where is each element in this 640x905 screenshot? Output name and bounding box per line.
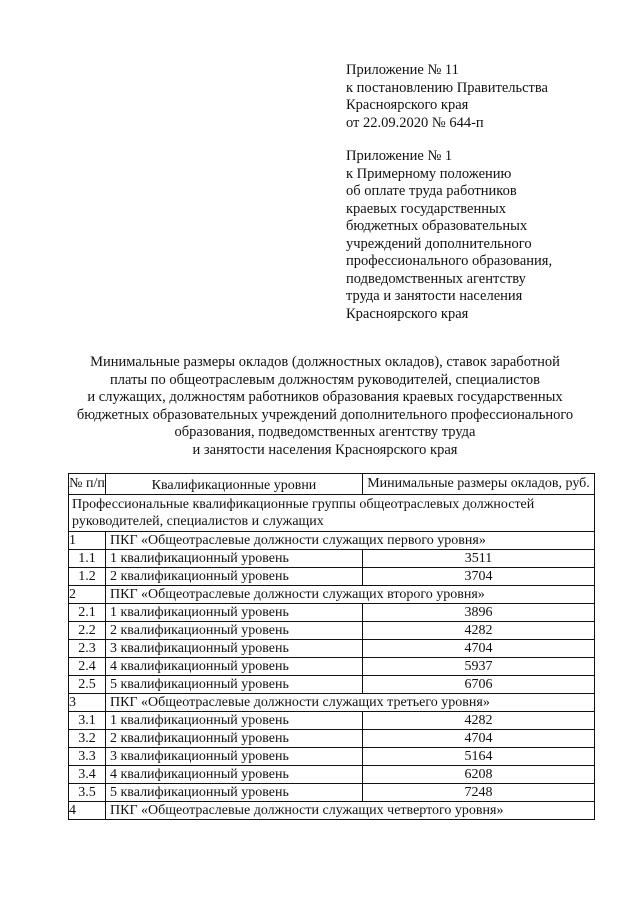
row-num: 2.2	[69, 622, 106, 640]
header-value: Минимальные размеры окладов, руб.	[363, 474, 595, 495]
row-num: 4	[69, 802, 106, 820]
table-row	[69, 676, 595, 694]
title-line: и занятости населения Красноярского края	[192, 441, 458, 458]
appendix-1-line: к Примерному положению	[346, 165, 512, 182]
row-level: 2 квалификационный уровень	[106, 730, 363, 748]
row-level: 5 квалификационный уровень	[106, 676, 363, 694]
section-title: Профессиональные квалификационные группы общеотраслевых должностей руководителей, специалистов и служащих	[69, 495, 595, 532]
group-row	[69, 694, 595, 712]
row-level: 4 квалификационный уровень	[106, 658, 363, 676]
row-value: 3511	[363, 550, 595, 568]
row-level: 4 квалификационный уровень	[106, 766, 363, 784]
group-row	[69, 586, 595, 604]
row-level: 1 квалификационный уровень	[106, 550, 363, 568]
row-num: 2.4	[69, 658, 106, 676]
row-value: 4704	[363, 730, 595, 748]
table-row	[69, 568, 595, 586]
row-num: 2	[69, 586, 106, 604]
row-value: 4282	[363, 712, 595, 730]
row-level: 1 квалификационный уровень	[106, 712, 363, 730]
appendix-1-block	[346, 148, 636, 323]
document-title	[40, 354, 610, 459]
row-level: 3 квалификационный уровень	[106, 748, 363, 766]
row-num: 3	[69, 694, 106, 712]
row-value: 7248	[363, 784, 595, 802]
appendix-11-line: Красноярского края	[346, 97, 469, 113]
row-value: 6706	[363, 676, 595, 694]
row-value: 5164	[363, 748, 595, 766]
row-num: 1.2	[69, 568, 106, 586]
row-value: 3704	[363, 568, 595, 586]
salary-table	[68, 473, 595, 820]
row-value: 4704	[363, 640, 595, 658]
appendix-1-line: труда и занятости населения	[346, 288, 523, 304]
group-title: ПКГ «Общеотраслевые должности служащих второго уровня»	[106, 586, 595, 604]
row-num: 2.3	[69, 640, 106, 658]
title-line: образования, подведомственных агентству труда	[174, 424, 476, 440]
table-row	[69, 640, 595, 658]
table-row	[69, 784, 595, 802]
row-level: 2 квалификационный уровень	[106, 622, 363, 640]
page-bottom-margin	[0, 833, 640, 905]
row-level: 3 квалификационный уровень	[106, 640, 363, 658]
appendix-11-block	[346, 62, 636, 132]
title-line: и служащих, должностям работников образования краевых государственных	[87, 389, 563, 405]
row-num: 2.1	[69, 604, 106, 622]
row-num: 3.1	[69, 712, 106, 730]
table-row	[69, 658, 595, 676]
row-num: 3.3	[69, 748, 106, 766]
title-line: бюджетных образовательных учреждений дополнительного профессионального	[76, 406, 574, 423]
row-level: 2 квалификационный уровень	[106, 568, 363, 586]
title-line: платы по общеотраслевым должностям руководителей, специалистов	[110, 371, 540, 388]
appendix-1-line: об оплате труда работников	[346, 183, 517, 199]
group-row	[69, 802, 595, 820]
appendix-1-line: профессионального образования,	[346, 253, 553, 269]
table-row	[69, 550, 595, 568]
title-line: Минимальные размеры окладов (должностных окладов), ставок заработной	[90, 354, 560, 370]
table-row	[69, 622, 595, 640]
row-num: 1.1	[69, 550, 106, 568]
section-row	[69, 495, 595, 532]
table-row	[69, 712, 595, 730]
header-num: № п/п	[69, 474, 106, 495]
table-row	[69, 604, 595, 622]
table-row	[69, 730, 595, 748]
appendix-11-line: от 22.09.2020 № 644-п	[346, 114, 484, 131]
row-level: 5 квалификационный уровень	[106, 784, 363, 802]
row-value: 6208	[363, 766, 595, 784]
table-row	[69, 748, 595, 766]
row-num: 3.5	[69, 784, 106, 802]
group-title: ПКГ «Общеотраслевые должности служащих третьего уровня»	[106, 694, 595, 712]
appendix-1-line: бюджетных образовательных	[346, 218, 528, 234]
row-num: 3.2	[69, 730, 106, 748]
table-header-row	[69, 474, 595, 495]
appendix-1-line: Красноярского края	[346, 305, 469, 322]
table-row	[69, 766, 595, 784]
appendix-1-line: учреждений дополнительного	[346, 235, 532, 252]
header-level: Квалификационные уровни	[106, 474, 363, 495]
row-num: 2.5	[69, 676, 106, 694]
row-value: 5937	[363, 658, 595, 676]
appendix-11-line: к постановлению Правительства	[346, 79, 548, 96]
row-value: 3896	[363, 604, 595, 622]
appendix-1-line: краевых государственных	[346, 200, 506, 217]
group-row	[69, 532, 595, 550]
appendix-1-line: Приложение № 1	[346, 148, 453, 164]
row-num: 3.4	[69, 766, 106, 784]
group-title: ПКГ «Общеотраслевые должности служащих четвертого уровня»	[106, 802, 595, 820]
appendix-1-line: подведомственных агентству	[346, 270, 526, 287]
row-level: 1 квалификационный уровень	[106, 604, 363, 622]
row-value: 4282	[363, 622, 595, 640]
group-title: ПКГ «Общеотраслевые должности служащих первого уровня»	[106, 532, 595, 550]
appendix-11-line: Приложение № 11	[346, 62, 459, 78]
row-num: 1	[69, 532, 106, 550]
